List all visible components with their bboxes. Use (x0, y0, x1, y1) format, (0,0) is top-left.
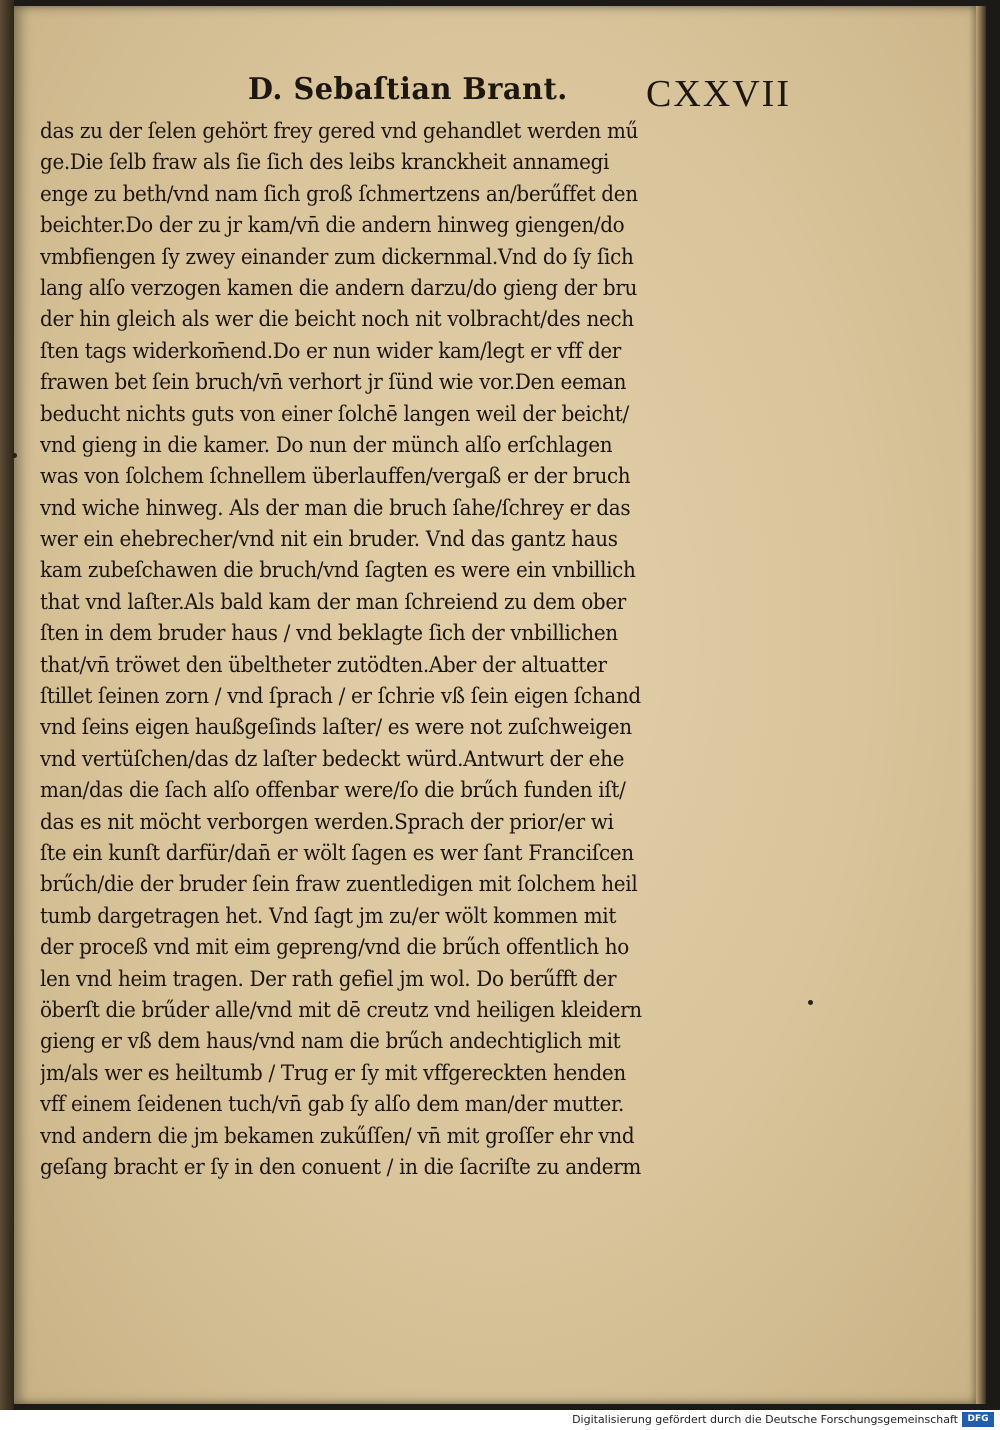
text-line: that/vn̄ tröwet den übeltheter zutödten.Aber der altuatter (40, 652, 607, 677)
text-line: len vnd heim tragen. Der rath gefiel jm wol. Do berűfft der (40, 966, 617, 991)
text-line: ſten in dem bruder haus / vnd beklagte ſich der vnbillichen (40, 621, 618, 646)
text-line: beducht nichts guts von einer ſolchē langen weil der beicht/ (40, 401, 629, 426)
margin-mark (12, 453, 17, 458)
text-line: ſtillet ſeinen zorn / vnd ſprach / er ſchrie vß ſein eigen ſchand (40, 684, 641, 709)
text-line: vnd gieng in die kamer. Do nun der münch alſo erſchlagen (40, 432, 613, 457)
body-text (40, 116, 800, 1183)
text-line: vnd vertüſchen/das dz laſter bedeckt würd.Antwurt der ehe (40, 746, 625, 771)
text-line: frawen bet ſein bruch/vn̄ verhort jr ſünd wie vor.Den eeman (40, 370, 627, 395)
footer-bar (0, 1410, 1000, 1430)
text-line: das zu der ſelen gehört frey gered vnd gehandlet werden mű (40, 119, 639, 143)
text-line: man/das die ſach alſo offenbar were/ſo die brűch funden iſt/ (40, 778, 626, 803)
margin-mark (808, 1000, 813, 1005)
text-line: lang alſo verzogen kamen die andern darzu/do gieng der bru (40, 275, 638, 300)
running-title: D. Sebaſtian Brant. (248, 72, 568, 107)
text-line: jm/als wer es heiltumb / Trug er ſy mit vffgereckten henden (40, 1060, 626, 1085)
text-line: der proceß vnd mit eim gepreng/vnd die brűch offentlich ho (40, 935, 629, 960)
text-line: kam zubeſchawen die bruch/vnd ſagten es were ein vnbillich (40, 558, 636, 583)
text-line: vnd wiche hinweg. Als der man die bruch ſahe/ſchrey er das (40, 495, 631, 520)
text-line: ſten tags widerkom̄end.Do er nun wider kam/legt er vff der (40, 338, 622, 363)
text-line: vnd andern die jm bekamen zukűſſen/ vn̄ mit groſſer ehr vnd (40, 1123, 635, 1148)
text-line: was von ſolchem ſchnellem überlauffen/vergaß er der bruch (40, 464, 631, 489)
text-line: vmbfiengen ſy zwey einander zum dickernmal.Vnd do ſy ſich (40, 244, 634, 269)
text-line: geſang bracht er ſy in den conuent / in die ſacriſte zu anderm (40, 1154, 642, 1179)
text-line: vnd ſeins eigen haußgeſinds laſter/ es were not zuſchweigen (40, 715, 632, 740)
running-head (0, 72, 1000, 118)
text-line: wer ein ehebrecher/vnd nit ein bruder. Vnd das gantz haus (40, 527, 618, 552)
text-line: gieng er vß dem haus/vnd nam die brűch andechtiglich mit (40, 1029, 621, 1054)
book-spine (0, 0, 14, 1410)
text-line: ge.Die ſelb fraw als ſie ſich des leibs kranckheit annamegi (40, 150, 610, 175)
dfg-logo-icon: DFG (962, 1412, 994, 1427)
folio-number: CXXVII (646, 73, 791, 115)
text-line: das es nit möcht verborgen werden.Sprach der prior/er wi (40, 809, 614, 834)
text-line: vff einem ſeidenen tuch/vn̄ gab ſy alſo dem man/der mutter. (40, 1092, 625, 1117)
text-line: that vnd laſter.Als bald kam der man ſchreiend zu dem ober (40, 589, 627, 614)
footer-credit: Digitalisierung gefördert durch die Deutsche Forschungsgemeinschaft (572, 1413, 958, 1426)
page-edge (976, 6, 986, 1404)
text-line: ſte ein kunſt darfür/dan̄ er wölt ſagen es wer ſant Franciſcen (40, 840, 634, 865)
text-line: enge zu beth/vnd nam ſich groß ſchmertzens an/berűffet den (40, 181, 638, 206)
text-line: tumb dargetragen het. Vnd ſagt jm zu/er wölt kommen mit (40, 903, 617, 928)
text-line: öberſt die brűder alle/vnd mit dē creutz vnd heiligen kleidern (40, 997, 642, 1022)
text-line: brűch/die der bruder ſein fraw zuentledigen mit ſolchem heil (40, 872, 638, 897)
text-line: der hin gleich als wer die beicht noch nit volbracht/des nech (40, 307, 634, 332)
text-line: beichter.Do der zu jr kam/vn̄ die andern hinweg giengen/do (40, 213, 625, 238)
